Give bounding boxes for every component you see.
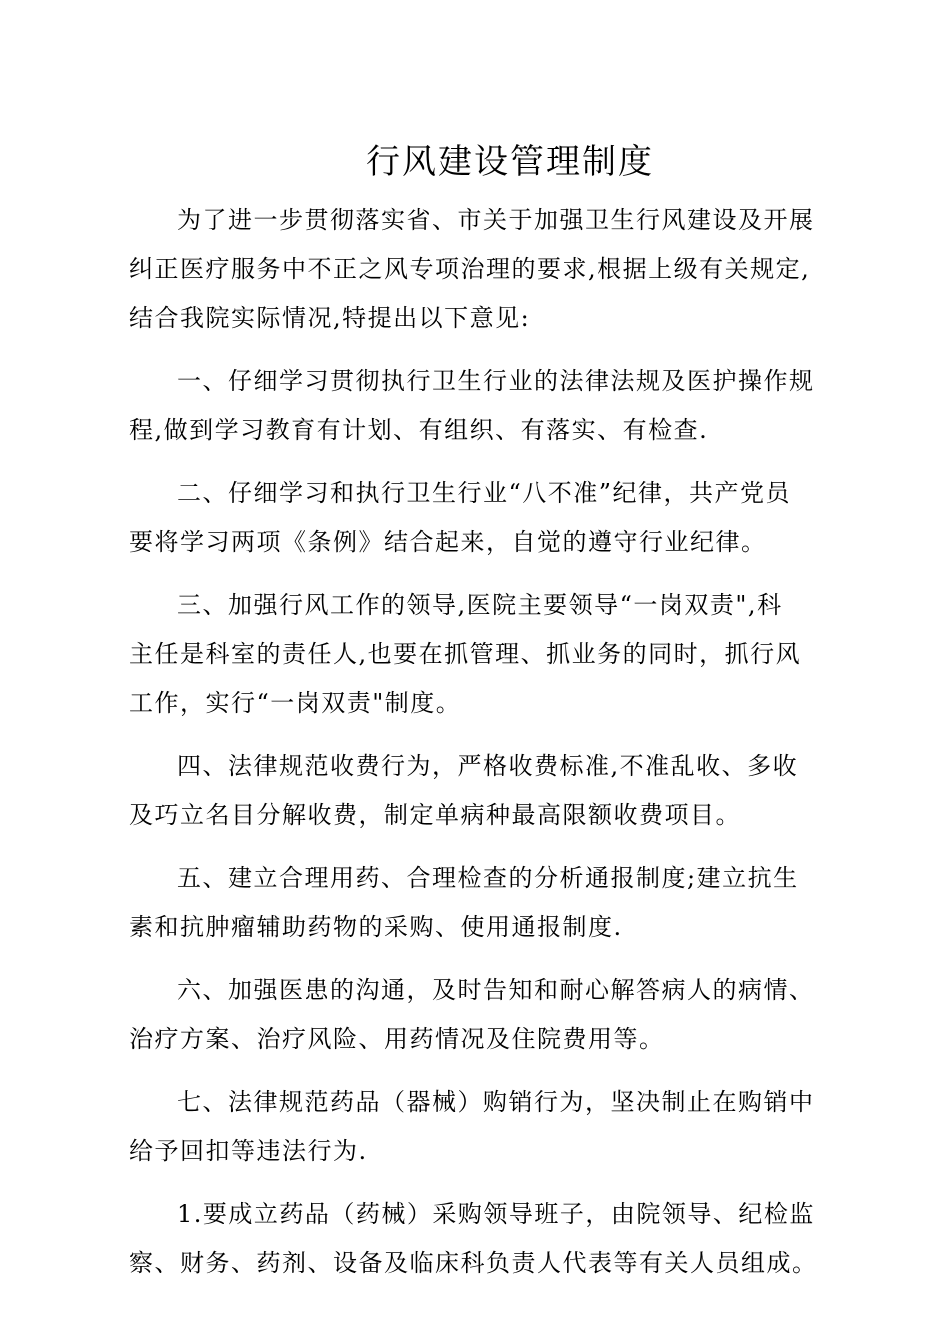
paragraph-line: 二、仔细学习和执行卫生行业“八不准”纪律，共产党员 [177,479,792,507]
paragraph-item-2 [129,469,829,567]
paragraph-line: 1.要成立药品（药械）采购领导班子，由院领导、纪检监 [177,1200,815,1228]
paragraph-item-1 [129,357,829,455]
paragraph-line: 六、加强医患的沟通，及时告知和耐心解答病人的病情、 [177,976,815,1004]
paragraph-line: 结合我院实际情况,特提出以下意见: [129,304,531,332]
paragraph-subitem-1 [129,1190,829,1288]
paragraph-line: 三、加强行风工作的领导,医院主要领导“一岗双责",科 [177,591,783,619]
paragraph-line: 给予回扣等违法行为. [129,1137,368,1165]
paragraph-line: 工作，实行“一岗双责"制度。 [129,689,462,717]
paragraph-line: 四、法律规范收费行为，严格收费标准,不准乱收、多收 [177,752,799,780]
paragraph-item-3 [129,581,829,728]
paragraph-line: 治疗方案、治疗风险、用药情况及住院费用等。 [129,1025,665,1053]
paragraph-item-5 [129,854,829,952]
paragraph-line: 一、仔细学习贯彻执行卫生行业的法律法规及医护操作规 [177,367,815,395]
paragraph-line: 纠正医疗服务中不正之风专项治理的要求,根据上级有关规定, [129,255,811,283]
paragraph-line: 七、法律规范药品（器械）购销行为，坚决制止在购销中 [177,1088,815,1116]
paragraph-line: 及巧立名目分解收费，制定单病种最高限额收费项目。 [129,801,741,829]
document-title: 行风建设管理制度 [366,142,654,182]
paragraph-intro [129,196,829,343]
paragraph-line: 程,做到学习教育有计划、有组织、有落实、有检查. [129,416,709,444]
document-body [129,196,829,1288]
paragraph-line: 素和抗肿瘤辅助药物的采购、使用通报制度. [129,913,623,941]
paragraph-line: 要将学习两项《条例》结合起来，自觉的遵守行业纪律。 [129,528,767,556]
paragraph-item-6 [129,966,829,1064]
paragraph-line: 五、建立合理用药、合理检查的分析通报制度;建立抗生 [177,864,799,892]
paragraph-item-4 [129,742,829,840]
paragraph-line: 为了进一步贯彻落实省、市关于加强卫生行风建设及开展 [177,206,815,234]
paragraph-item-7 [129,1078,829,1176]
paragraph-line: 察、财务、药剂、设备及临床科负责人代表等有关人员组成。 [129,1249,818,1277]
paragraph-line: 主任是科室的责任人,也要在抓管理、抓业务的同时，抓行风 [129,640,802,668]
